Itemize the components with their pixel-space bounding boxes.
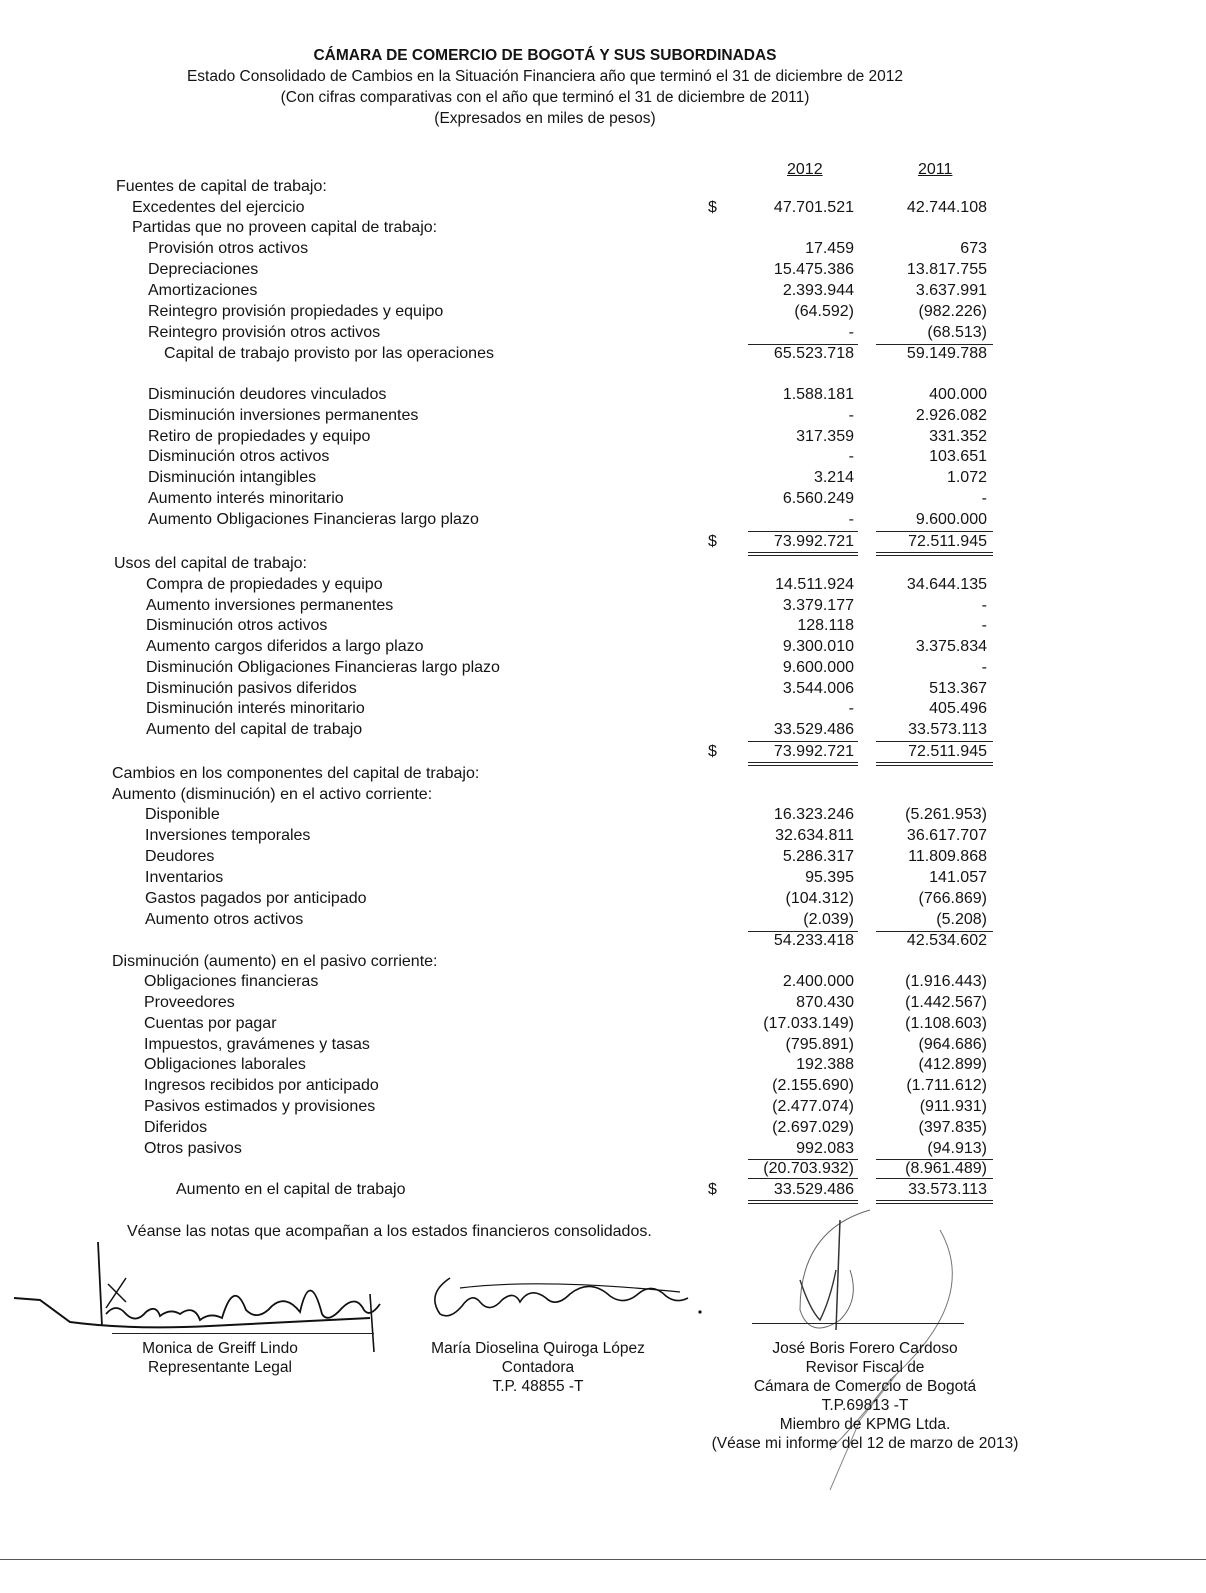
signature-line	[752, 1323, 964, 1324]
page-bottom-rule	[0, 1559, 1206, 1560]
table-row	[0, 911, 1206, 932]
column-header-2012: 2012	[787, 161, 823, 178]
value-2011: 400.000	[929, 386, 987, 403]
value-2011: (5.208)	[936, 911, 987, 928]
row-label: Cuentas por pagar	[144, 1015, 277, 1032]
value-2011: 3.375.834	[915, 638, 987, 655]
table-row	[0, 617, 1206, 638]
subtotal-row	[0, 345, 1206, 366]
value-2011: 141.057	[929, 869, 987, 886]
row-label: Pasivos estimados y provisiones	[144, 1098, 376, 1115]
row-label: Inventarios	[145, 869, 224, 886]
value-2012: -	[848, 407, 854, 424]
table-row	[0, 1077, 1206, 1098]
statement-title: CÁMARA DE COMERCIO DE BOGOTÁ Y SUS SUBORDINADAS	[313, 47, 777, 64]
table-row	[0, 576, 1206, 597]
value-2012: 2.400.000	[782, 973, 854, 990]
total-row	[0, 743, 1206, 764]
signatory-name: Monica de Greiff Lindo	[142, 1340, 298, 1357]
table-row	[0, 1119, 1206, 1140]
currency-symbol: $	[708, 199, 717, 216]
value-2011: (1.916.443)	[905, 973, 987, 990]
row-label: Capital de trabajo provisto por las operaciones	[164, 345, 494, 362]
row-label: Disminución interés minoritario	[146, 700, 365, 717]
row-label: Disminución otros activos	[146, 617, 328, 634]
footer-note: Véanse las notas que acompañan a los estados financieros consolidados.	[127, 1223, 652, 1240]
table-row	[0, 282, 1206, 303]
value-2011: 3.637.991	[915, 282, 987, 299]
value-2011: (94.913)	[927, 1140, 987, 1157]
value-2012: 73.992.721	[773, 743, 854, 760]
value-2011: (982.226)	[918, 303, 987, 320]
value-2011: (1.711.612)	[906, 1077, 987, 1094]
value-2012: 870.430	[796, 994, 854, 1011]
signatory-organization: Cámara de Comercio de Bogotá	[753, 1378, 977, 1395]
value-2011: 59.149.788	[906, 345, 987, 362]
value-2011: (1.108.603)	[905, 1015, 987, 1032]
column-header-2011: 2011	[918, 161, 953, 178]
table-row	[0, 1056, 1206, 1077]
value-2012: 73.992.721	[773, 533, 854, 550]
signatory-role: Contadora	[501, 1359, 575, 1376]
row-label: Disminución inversiones permanentes	[148, 407, 419, 424]
total-rule	[748, 741, 858, 742]
table-row	[0, 721, 1206, 742]
value-2012: -	[848, 448, 854, 465]
value-2011: -	[981, 490, 987, 507]
value-2012: 16.323.246	[773, 806, 854, 823]
subsection-heading	[0, 953, 1206, 974]
table-row	[0, 448, 1206, 469]
currency-symbol: $	[708, 533, 717, 550]
value-2011: 11.809.868	[908, 848, 987, 865]
value-2012: -	[848, 700, 854, 717]
units-note: (Expresados en miles de pesos)	[434, 110, 656, 127]
row-label: Reintegro provisión otros activos	[148, 324, 381, 341]
row-label: Partidas que no proveen capital de trabajo:	[132, 219, 438, 236]
table-row	[0, 1015, 1206, 1036]
row-label: Gastos pagados por anticipado	[145, 890, 367, 907]
row-label: Aumento interés minoritario	[148, 490, 344, 507]
value-2012: 3.379.177	[782, 597, 854, 614]
table-row	[0, 1036, 1206, 1057]
value-2012: 14.511.924	[775, 576, 854, 593]
currency-symbol: $	[708, 743, 717, 760]
table-row	[0, 700, 1206, 721]
row-label: Otros pasivos	[144, 1140, 242, 1157]
value-2011: 36.617.707	[906, 827, 987, 844]
row-label: Disminución intangibles	[148, 469, 317, 486]
row-label: Disminución otros activos	[148, 448, 330, 465]
value-2012: 65.523.718	[773, 345, 854, 362]
row-label: Proveedores	[144, 994, 235, 1011]
table-row	[0, 973, 1206, 994]
table-row	[0, 469, 1206, 490]
value-2011: (766.869)	[918, 890, 987, 907]
signatory-accountant	[418, 1339, 658, 1396]
row-label: Reintegro provisión propiedades y equipo	[148, 303, 444, 320]
value-2011: 72.511.945	[908, 743, 987, 760]
signatory-license: T.P.69813 -T	[821, 1397, 909, 1414]
table-row	[0, 1098, 1206, 1119]
total-rule	[748, 1178, 858, 1179]
value-2012: 9.600.000	[782, 659, 854, 676]
total-rule	[748, 531, 858, 532]
table-row	[0, 303, 1206, 324]
value-2012: 5.286.317	[782, 848, 854, 865]
row-label: Ingresos recibidos por anticipado	[144, 1077, 379, 1094]
value-2011: 13.817.755	[906, 261, 987, 278]
value-2012: (64.592)	[794, 303, 854, 320]
row-label: Aumento inversiones permanentes	[146, 597, 394, 614]
table-row	[0, 827, 1206, 848]
value-2011: 673	[960, 240, 987, 257]
signatory-report-note: (Véase mi informe del 12 de marzo de 2013)	[711, 1435, 1019, 1452]
table-row	[0, 890, 1206, 911]
value-2012: (2.155.690)	[772, 1077, 854, 1094]
row-label: Aumento cargos diferidos a largo plazo	[146, 638, 424, 655]
value-2012: 192.388	[796, 1056, 854, 1073]
signature-accountant	[420, 1268, 710, 1340]
signatory-firm: Miembro de KPMG Ltda.	[779, 1416, 951, 1433]
signature-line	[112, 1333, 374, 1334]
signatory-name: José Boris Forero Cardoso	[772, 1340, 958, 1357]
subsection-heading	[0, 219, 1206, 240]
double-underline	[748, 552, 858, 553]
value-2011: (397.835)	[918, 1119, 987, 1136]
row-label: Excedentes del ejercicio	[132, 199, 305, 216]
double-underline	[876, 552, 993, 553]
value-2011: -	[981, 617, 987, 634]
double-underline	[748, 762, 858, 763]
value-2012: 95.395	[805, 869, 854, 886]
subtotal-row	[0, 932, 1206, 953]
row-label: Aumento otros activos	[145, 911, 304, 928]
value-2012: 3.544.006	[782, 680, 854, 697]
row-label: Depreciaciones	[148, 261, 259, 278]
row-label: Inversiones temporales	[145, 827, 311, 844]
table-row	[0, 407, 1206, 428]
value-2012: (104.312)	[785, 890, 854, 907]
grand-total-row	[0, 1181, 1206, 1202]
value-2011: 72.511.945	[908, 533, 987, 550]
currency-symbol: $	[708, 1181, 717, 1198]
section-heading	[0, 555, 1206, 576]
value-2012: (20.703.932)	[763, 1160, 854, 1177]
value-2012: 1.588.181	[782, 386, 854, 403]
signatory-name: María Dioselina Quiroga López	[431, 1340, 645, 1357]
subsection-heading	[0, 786, 1206, 807]
row-label: Amortizaciones	[148, 282, 258, 299]
table-row	[0, 869, 1206, 890]
value-2012: 33.529.486	[773, 721, 854, 738]
section-heading	[0, 765, 1206, 786]
value-2011: (911.931)	[919, 1098, 987, 1115]
table-row	[0, 386, 1206, 407]
signatory-role: Revisor Fiscal de	[805, 1359, 925, 1376]
table-row	[0, 511, 1206, 532]
value-2011: (8.961.489)	[905, 1160, 987, 1177]
table-row	[0, 1140, 1206, 1161]
value-2011: 513.367	[929, 680, 987, 697]
value-2011: 331.352	[929, 428, 987, 445]
value-2012: 17.459	[805, 240, 854, 257]
value-2011: -	[981, 597, 987, 614]
value-2011: 2.926.082	[915, 407, 987, 424]
value-2012: 2.393.944	[782, 282, 854, 299]
table-row	[0, 994, 1206, 1015]
value-2012: 9.300.010	[782, 638, 854, 655]
row-label: Impuestos, gravámenes y tasas	[144, 1036, 370, 1053]
total-rule	[876, 531, 993, 532]
row-label: Disminución deudores vinculados	[148, 386, 387, 403]
signatory-legal	[110, 1339, 330, 1377]
value-2011: 1.072	[946, 469, 987, 486]
row-label: Usos del capital de trabajo:	[114, 555, 307, 572]
value-2011: 42.534.602	[906, 932, 987, 949]
row-label: Cambios en los componentes del capital de trabajo:	[112, 765, 480, 782]
table-row	[0, 324, 1206, 345]
row-label: Disponible	[145, 806, 220, 823]
value-2012: (2.697.029)	[772, 1119, 854, 1136]
row-label: Obligaciones laborales	[144, 1056, 306, 1073]
table-row	[0, 680, 1206, 701]
table-row	[0, 490, 1206, 511]
value-2012: (2.477.074)	[772, 1098, 854, 1115]
table-row	[0, 659, 1206, 680]
row-label: Fuentes de capital de trabajo:	[116, 178, 327, 195]
value-2012: 47.701.521	[773, 199, 854, 216]
value-2012: -	[848, 511, 854, 528]
value-2012: 54.233.418	[773, 932, 854, 949]
value-2012: (795.891)	[785, 1036, 854, 1053]
total-rule	[876, 1178, 993, 1179]
row-label: Aumento en el capital de trabajo	[176, 1181, 406, 1198]
row-label: Compra de propiedades y equipo	[146, 576, 383, 593]
signatory-role: Representante Legal	[148, 1359, 292, 1376]
row-label: Retiro de propiedades y equipo	[148, 428, 371, 445]
statement-subtitle: Estado Consolidado de Cambios en la Situación Financiera año que terminó el 31 de diciembre de 2012	[186, 68, 904, 85]
row-label: Diferidos	[144, 1119, 208, 1136]
value-2011: (68.513)	[927, 324, 987, 341]
value-2011: 103.651	[929, 448, 987, 465]
value-2011: 9.600.000	[915, 511, 987, 528]
double-underline	[876, 762, 993, 763]
total-rule	[876, 741, 993, 742]
table-row	[0, 638, 1206, 659]
row-label: Aumento Obligaciones Financieras largo plazo	[148, 511, 479, 528]
value-2012: 317.359	[796, 428, 854, 445]
comparative-note: (Con cifras comparativas con el año que terminó el 31 de diciembre de 2011)	[280, 89, 810, 106]
table-row	[0, 261, 1206, 282]
signatory-license: T.P. 48855 -T	[492, 1378, 584, 1395]
table-row	[0, 199, 1206, 220]
value-2011: 34.644.135	[906, 576, 987, 593]
value-2012: 3.214	[813, 469, 854, 486]
row-label: Aumento (disminución) en el activo corriente:	[112, 786, 433, 803]
value-2011: (412.899)	[918, 1056, 987, 1073]
row-label: Disminución Obligaciones Financieras largo plazo	[146, 659, 500, 676]
subtotal-row	[0, 1160, 1206, 1181]
row-label: Aumento del capital de trabajo	[146, 721, 363, 738]
row-label: Disminución pasivos diferidos	[146, 680, 357, 697]
value-2012: 6.560.249	[782, 490, 854, 507]
value-2012: 33.529.486	[773, 1181, 854, 1198]
value-2011: (964.686)	[918, 1036, 987, 1053]
table-row	[0, 240, 1206, 261]
value-2012: 992.083	[796, 1140, 854, 1157]
value-2012: (17.033.149)	[763, 1015, 854, 1032]
value-2012: 15.475.386	[773, 261, 854, 278]
value-2011: 405.496	[929, 700, 987, 717]
table-row	[0, 597, 1206, 618]
table-row	[0, 428, 1206, 449]
value-2011: 42.744.108	[906, 199, 987, 216]
table-row	[0, 806, 1206, 827]
table-row	[0, 848, 1206, 869]
section-heading	[0, 178, 1206, 199]
total-row	[0, 533, 1206, 554]
value-2011: -	[981, 659, 987, 676]
row-label: Obligaciones financieras	[144, 973, 319, 990]
value-2011: 33.573.113	[908, 721, 987, 738]
value-2011: (1.442.567)	[905, 994, 987, 1011]
row-label: Provisión otros activos	[148, 240, 309, 257]
signatory-fiscal-auditor	[700, 1339, 1030, 1453]
value-2012: (2.039)	[803, 911, 854, 928]
value-2011: 33.573.113	[908, 1181, 987, 1198]
row-label: Disminución (aumento) en el pasivo corriente:	[112, 953, 438, 970]
value-2012: 128.118	[797, 617, 854, 634]
value-2012: 32.634.811	[775, 827, 854, 844]
value-2012: -	[848, 324, 854, 341]
value-2011: (5.261.953)	[905, 806, 987, 823]
row-label: Deudores	[145, 848, 215, 865]
